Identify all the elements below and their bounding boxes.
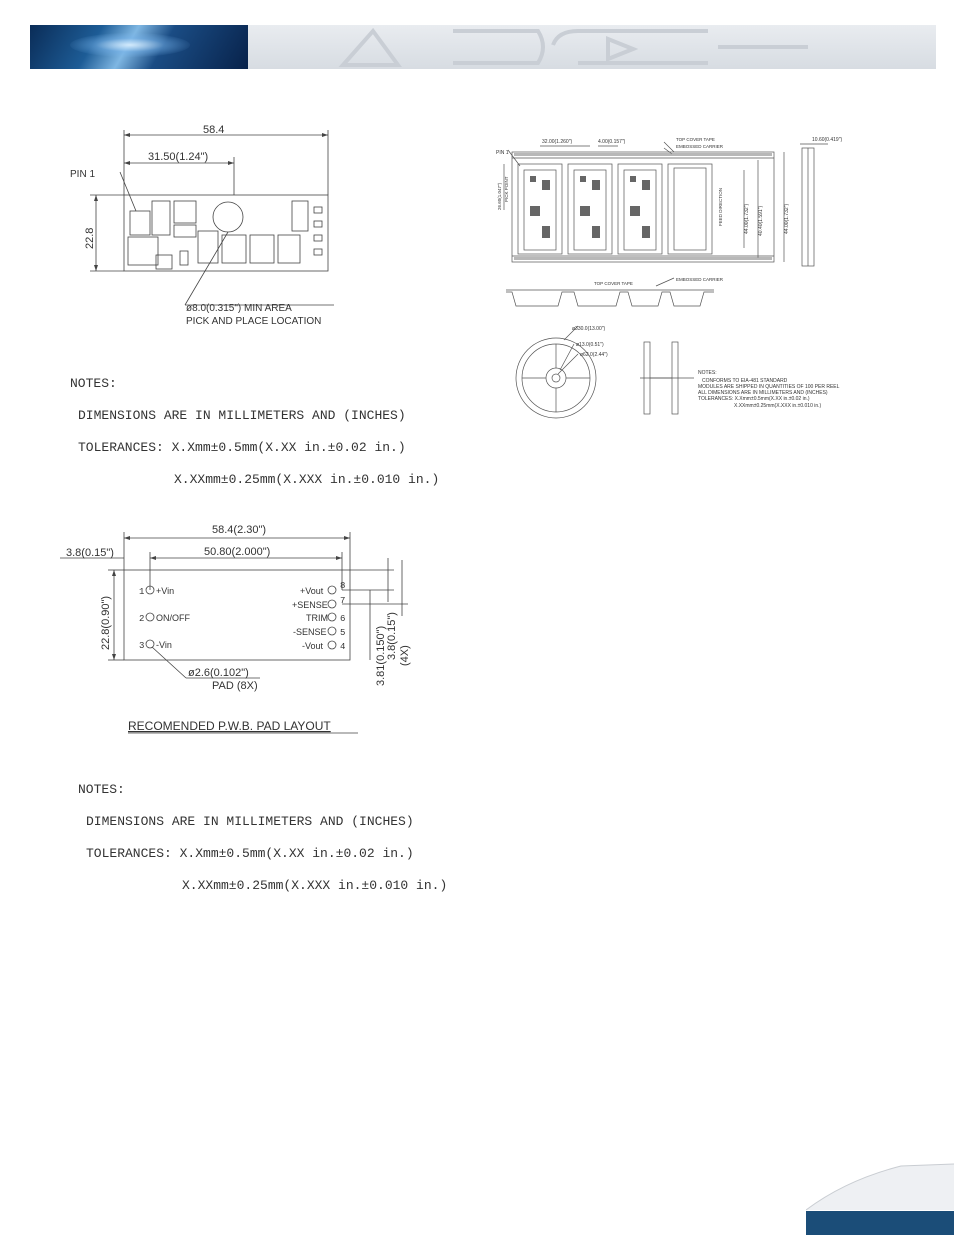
pin-number: 5 — [340, 628, 346, 638]
pin-label: -SENSE — [293, 627, 327, 637]
pad-dim-pitch: 50.80(2.000") — [204, 546, 271, 558]
tape-dim-r3: 44.00(1.732") — [784, 203, 790, 234]
reel-note: CONFORMS TO EIA-481 STANDARD — [702, 378, 788, 384]
tape-dim-hole: 4.00(0.157") — [598, 139, 626, 145]
tape-pick-point: PICK POINT — [504, 176, 509, 202]
fig1-offset-dim: 31.50(1.24") — [148, 151, 209, 163]
tape-dim-r1: 44.00(1.732") — [744, 203, 750, 234]
profile-top-cover-label: TOP COVER TAPE — [594, 281, 633, 286]
pin-number: 6 — [340, 614, 346, 624]
pad-dim-right2: 3.81(0.150") — [375, 625, 387, 686]
pin-label: +SENSE — [292, 600, 328, 610]
fig1-height-dim: 22.8 — [84, 227, 96, 249]
fig1-area-dim: ø8.0(0.315") MIN AREA — [186, 303, 292, 314]
pin-label: ON/OFF — [156, 613, 190, 623]
pad-dim-right1: 3.8(0.15") — [386, 612, 398, 660]
pin-label: -Vout — [302, 641, 324, 651]
notes-line: X.XXmm±0.25mm(X.XXX in.±0.010 in.) — [182, 878, 448, 893]
reel-note: ALL DIMENSIONS ARE IN MILLIMETERS AND (INCHES) — [698, 390, 828, 396]
tape-top-cover-label: TOP COVER TAPE — [676, 137, 715, 142]
reel-dim-hub: ø13.0(0.51") — [576, 342, 604, 348]
pin-number: 8 — [340, 581, 346, 591]
tape-dim-pitch: 32.00(1.260") — [542, 139, 573, 145]
notes-line: X.XXmm±0.25mm(X.XXX in.±0.010 in.) — [174, 472, 440, 487]
tape-side-dim: 10.60(0.419") — [812, 137, 843, 143]
footer-swoosh — [806, 1160, 954, 1212]
pin-number: 3 — [139, 641, 145, 651]
banner-photo — [30, 25, 248, 69]
tape-feed-direction: FEED DIRECTION — [718, 187, 723, 226]
header-banner — [30, 25, 936, 69]
reel-dim-core: ø62.0(2.44") — [580, 352, 608, 358]
reel-note: MODULES ARE SHIPPED IN QUANTITIES OF 100 PER REEL — [698, 384, 840, 390]
pad-dim-right3: (4X) — [399, 645, 411, 666]
pin-label: +Vin — [156, 586, 175, 596]
notes-heading: NOTES: — [70, 376, 117, 391]
notes-block-1 — [70, 360, 439, 504]
module-outline-drawing — [60, 125, 350, 330]
tape-embossed-label: EMBOSSED CARRIER — [676, 144, 724, 149]
profile-embossed-label: EMBOSSED CARRIER — [676, 277, 724, 282]
notes-line: TOLERANCES: X.Xmm±0.5mm(X.XX in.±0.02 in.) — [78, 440, 406, 455]
pad-layout-caption: RECOMENDED P.W.B. PAD LAYOUT — [128, 719, 331, 733]
tape-left-dim: 26.60(1.047") — [497, 182, 502, 210]
reel-notes-heading: NOTES: — [698, 370, 717, 376]
banner-watermark — [248, 25, 936, 69]
tape-pin-label: PIN 1 — [496, 150, 509, 156]
fig1-area-caption: PICK AND PLACE LOCATION — [186, 316, 322, 327]
notes-block-2 — [78, 766, 447, 910]
pad-dim-left: 3.8(0.15") — [66, 547, 114, 559]
tape-reel-drawing — [494, 130, 864, 422]
notes-line: TOLERANCES: X.Xmm±0.5mm(X.XX in.±0.02 in.) — [86, 846, 414, 861]
pad-layout-drawing — [60, 518, 430, 738]
footer-bar — [806, 1211, 954, 1235]
reel-note: X.XXmm±0.25mm(X.XXX in.±0.010 in.) — [734, 403, 822, 409]
reel-note: TOLERANCES: X.Xmm±0.5mm(X.XX in.±0.02 in.) — [698, 396, 810, 402]
tape-dim-r2: 40.40(1.591") — [758, 205, 764, 236]
pin-number: 4 — [340, 642, 346, 652]
fig1-width-dim: 58.4 — [203, 125, 225, 136]
pin-number: 2 — [139, 614, 145, 624]
reel-dim-outer: ø330.0(13.00") — [572, 326, 606, 332]
pin-label: -Vin — [156, 640, 172, 650]
pin-label: +Vout — [300, 586, 324, 596]
notes-line: DIMENSIONS ARE IN MILLIMETERS AND (INCHES) — [86, 814, 414, 829]
pad-count: PAD (8X) — [212, 680, 258, 692]
pin-number: 1 — [139, 587, 145, 597]
pad-dim-height: 22.8(0.90") — [100, 595, 112, 650]
notes-line: DIMENSIONS ARE IN MILLIMETERS AND (INCHES) — [78, 408, 406, 423]
pad-dim-diameter: ø2.6(0.102") — [188, 667, 249, 679]
pad-dim-total: 58.4(2.30") — [212, 524, 267, 536]
notes-heading: NOTES: — [78, 782, 125, 797]
pin-label: TRIM — [306, 613, 328, 623]
fig1-pin-label: PIN 1 — [70, 169, 96, 180]
pin-number: 7 — [340, 596, 346, 606]
